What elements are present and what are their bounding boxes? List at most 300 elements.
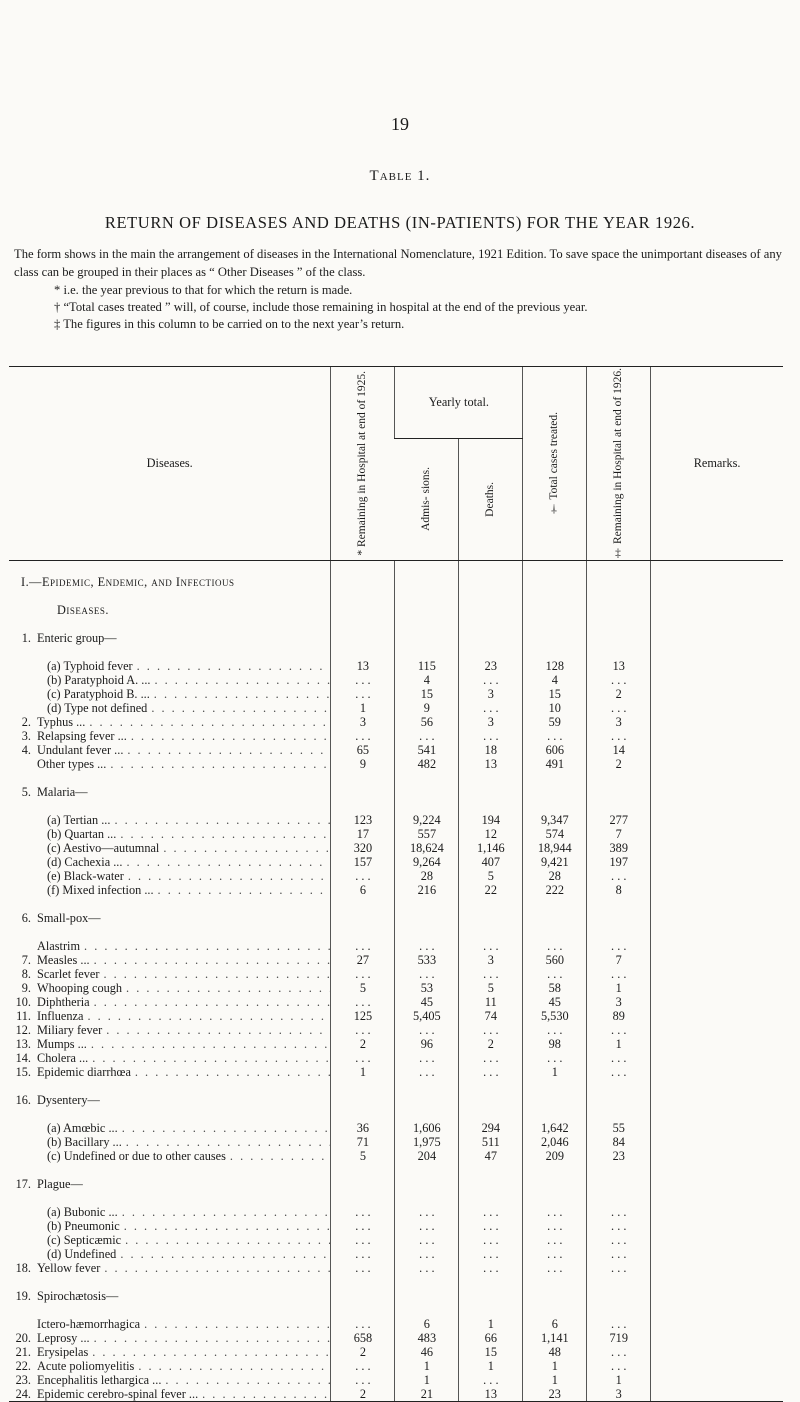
disease-name-cell [9,827,331,841]
remarks-cell [651,897,783,911]
section-heading: I.—Epidemic, Endemic, and Infectious [21,574,235,589]
table-row [9,855,783,869]
deaths-cell: 12 [459,827,523,841]
remarks-cell [651,939,783,953]
remarks-cell [651,1149,783,1163]
admissions-cell [395,645,459,659]
disease-name-cell [9,1177,331,1191]
disease-name-cell [9,1051,331,1065]
total-treated-cell: . . . [523,1247,587,1261]
deaths-cell [459,1191,523,1205]
admissions-cell [395,1107,459,1121]
admissions-cell [395,1275,459,1289]
admissions-cell: 46 [395,1345,459,1359]
remarks-cell [651,1191,783,1205]
spacer-row [9,925,783,939]
leader-dots [134,1359,330,1373]
remarks-cell [651,995,783,1009]
total-treated-cell [523,1289,587,1303]
table-row [9,1023,783,1037]
remaining-prev-cell: 1 [331,1065,395,1079]
deaths-cell: 74 [459,1009,523,1023]
remarks-cell [651,1247,783,1261]
remaining-prev-cell [331,925,395,939]
remarks-cell [651,869,783,883]
deaths-cell [459,925,523,939]
disease-name-cell [9,1079,331,1093]
row-number: 10. [15,994,31,1009]
admissions-cell: . . . [395,1065,459,1079]
remaining-prev-cell: . . . [331,1261,395,1275]
table-row [9,841,783,855]
disease-name-cell [9,771,331,785]
disease-label: Scarlet fever [37,966,100,981]
remarks-cell [651,1219,783,1233]
row-number: 14. [15,1050,31,1065]
disease-name-cell [9,1303,331,1317]
deaths-cell: . . . [459,1261,523,1275]
remarks-cell [651,813,783,827]
row-number [9,1149,37,1163]
disease-label: Measles ... [37,952,90,967]
admissions-cell: 56 [395,715,459,729]
remaining-prev-cell: 13 [331,659,395,673]
footnote-dagger: † “Total cases treated ” will, of course, include those remaining in hospital at the end of the previous year. [54,300,588,314]
row-number: 17. [15,1176,31,1191]
deaths-cell: 3 [459,953,523,967]
remarks-cell [651,715,783,729]
disease-label: (b) Quartan ... [47,826,117,841]
disease-name-cell [9,757,331,771]
remaining-end-cell: 84 [587,1135,651,1149]
deaths-cell [459,1177,523,1191]
admissions-cell: 28 [395,869,459,883]
admissions-cell: 216 [395,883,459,897]
leader-dots [121,1233,330,1247]
remarks-cell [651,1177,783,1191]
disease-name-cell [9,701,331,715]
remaining-end-cell: . . . [587,701,651,715]
admissions-cell: 1,606 [395,1121,459,1135]
table-row [9,1219,783,1233]
row-number: 21. [15,1344,31,1359]
remarks-cell [651,1289,783,1303]
total-treated-cell: . . . [523,939,587,953]
leader-dots [140,1317,330,1331]
remaining-end-cell: 7 [587,953,651,967]
remarks-cell [651,981,783,995]
disease-name-cell [9,603,331,617]
remaining-end-cell: . . . [587,1317,651,1331]
disease-name-cell [9,560,331,575]
table-row [9,869,783,883]
remaining-end-cell: 8 [587,883,651,897]
remaining-end-cell: 14 [587,743,651,757]
page-title: RETURN OF DISEASES AND DEATHS (IN-PATIENTS) FOR THE YEAR 1926. [104,213,696,232]
header-remaining-end: ‡ Remaining in Hospital at end of 1926. [587,367,651,561]
disease-name-cell [9,659,331,673]
admissions-cell: 18,624 [395,841,459,855]
remaining-end-cell [587,1275,651,1289]
deaths-cell: . . . [459,1065,523,1079]
row-number [9,1219,37,1233]
row-number [9,841,37,855]
disease-label: Epidemic cerebro-spinal fever ... [37,1386,199,1401]
deaths-cell: . . . [459,939,523,953]
section-heading-cont: Diseases. [57,602,109,617]
remaining-end-cell [587,645,651,659]
remaining-end-cell [587,1163,651,1177]
deaths-cell [459,560,523,575]
remaining-prev-cell: 9 [331,757,395,771]
deaths-cell: 11 [459,995,523,1009]
table-row [9,911,783,925]
remaining-prev-cell: 125 [331,1009,395,1023]
admissions-cell: 1 [395,1359,459,1373]
total-treated-cell [523,911,587,925]
total-treated-cell [523,1177,587,1191]
disease-label: Diphtheria [37,994,90,1009]
disease-label: Small-pox— [37,910,101,925]
remarks-cell [651,1065,783,1079]
admissions-cell: 1,975 [395,1135,459,1149]
remaining-end-cell: 1 [587,1037,651,1051]
remaining-end-cell [587,799,651,813]
remaining-prev-cell [331,785,395,799]
table-label: Table 1. [369,168,431,184]
disease-label: (c) Paratyphoid B. ... [47,686,150,701]
spacer-row [9,617,783,631]
table-row [9,1317,783,1331]
admissions-cell: 557 [395,827,459,841]
disease-label: (e) Black-water [47,868,124,883]
remarks-cell [651,1303,783,1317]
total-treated-cell: 9,347 [523,813,587,827]
disease-name-cell [9,911,331,925]
admissions-cell: 5,405 [395,1009,459,1023]
remaining-prev-cell: . . . [331,967,395,981]
remaining-prev-cell [331,911,395,925]
admissions-cell: 482 [395,757,459,771]
deaths-cell [459,1079,523,1093]
remarks-cell [651,673,783,687]
header-total-treated: † Total cases treated. [523,367,587,561]
total-treated-cell [523,645,587,659]
row-number: 22. [15,1358,31,1373]
table-row [9,813,783,827]
admissions-cell: 533 [395,953,459,967]
admissions-cell: . . . [395,967,459,981]
table-row [9,785,783,799]
disease-name-cell [9,1331,331,1345]
remaining-prev-cell: . . . [331,1219,395,1233]
admissions-cell: . . . [395,1261,459,1275]
table-row [9,995,783,1009]
remarks-cell [651,799,783,813]
remarks-cell [651,1135,783,1149]
disease-name-cell [9,1135,331,1149]
deaths-cell: 3 [459,687,523,701]
leader-dots [110,813,330,827]
remaining-end-cell: 2 [587,687,651,701]
row-number [9,855,37,869]
disease-label: Yellow fever [37,1260,101,1275]
total-treated-cell: 1 [523,1359,587,1373]
disease-name-cell [9,897,331,911]
table-row [9,1359,783,1373]
row-number: 8. [21,966,31,981]
admissions-cell: . . . [395,1247,459,1261]
disease-label: Leprosy ... [37,1330,90,1345]
remaining-prev-cell: . . . [331,1317,395,1331]
remaining-prev-cell [331,1303,395,1317]
remaining-prev-cell: 27 [331,953,395,967]
table-row [9,1387,783,1402]
remarks-cell [651,589,783,603]
disease-name-cell [9,1359,331,1373]
remaining-prev-cell [331,1163,395,1177]
deaths-cell: . . . [459,673,523,687]
total-treated-cell [523,1079,587,1093]
row-number [9,1247,37,1261]
spacer-row [9,1163,783,1177]
remaining-prev-cell [331,560,395,575]
total-treated-cell [523,1191,587,1205]
remaining-prev-cell [331,645,395,659]
row-number: 12. [15,1022,31,1037]
admissions-cell [395,785,459,799]
leader-dots [118,1121,331,1135]
row-number: 9. [21,980,31,995]
admissions-cell: . . . [395,1023,459,1037]
table-row [9,1051,783,1065]
row-number: 7. [21,952,31,967]
total-treated-cell: 1,642 [523,1121,587,1135]
spacer-row [9,1303,783,1317]
remarks-cell [651,1233,783,1247]
remarks-cell [651,575,783,589]
row-number: 11. [16,1008,31,1023]
admissions-cell: 21 [395,1387,459,1402]
disease-name-cell [9,925,331,939]
remarks-cell [651,771,783,785]
disease-label: Spirochætosis— [37,1288,119,1303]
admissions-cell [395,1093,459,1107]
disease-label: (c) Aestivo—autumnal [47,840,160,855]
admissions-cell [395,911,459,925]
spacer-row [9,1191,783,1205]
remaining-end-cell: . . . [587,1359,651,1373]
deaths-cell: . . . [459,1373,523,1387]
admissions-cell: 541 [395,743,459,757]
disease-name-cell [9,617,331,631]
row-number: 1. [21,630,31,645]
row-number [9,1233,37,1247]
spacer-row [9,560,783,575]
leader-dots [151,673,331,687]
remaining-prev-cell: 36 [331,1121,395,1135]
disease-label: Encephalitis lethargica ... [37,1372,162,1387]
deaths-cell: 18 [459,743,523,757]
disease-name-cell [9,1149,331,1163]
deaths-cell [459,617,523,631]
total-treated-cell: 1 [523,1065,587,1079]
row-number [9,813,37,827]
remarks-cell [651,827,783,841]
row-number [9,1317,37,1331]
remarks-cell [651,603,783,617]
remaining-end-cell: 1 [587,981,651,995]
disease-name-cell [9,1233,331,1247]
admissions-cell: . . . [395,1205,459,1219]
total-treated-cell: 59 [523,715,587,729]
table-row [9,659,783,673]
footnote-double-dagger: ‡ The figures in this column to be carried on to the next year’s return. [54,317,405,331]
deaths-cell [459,785,523,799]
total-treated-cell: . . . [523,729,587,743]
remaining-end-cell: 3 [587,1387,651,1402]
remaining-end-cell: . . . [587,939,651,953]
disease-name-cell [9,673,331,687]
total-treated-cell: 1 [523,1373,587,1387]
leader-dots [159,841,330,855]
disease-label: (b) Bacillary ... [47,1134,122,1149]
row-number [9,673,37,687]
leader-dots [87,1037,331,1051]
row-number [9,1205,37,1219]
disease-name-cell [9,1023,331,1037]
disease-label: Whooping cough [37,980,123,995]
leader-dots [102,1023,330,1037]
remaining-end-cell: 389 [587,841,651,855]
disease-name-cell [9,1219,331,1233]
remaining-prev-cell: . . . [331,1359,395,1373]
leader-dots [120,1219,331,1233]
disease-name-cell [9,995,331,1009]
header-admissions: Admis- sions. [395,438,459,560]
remaining-end-cell [587,925,651,939]
row-number: 19. [15,1288,31,1303]
table-row [9,967,783,981]
deaths-cell: 2 [459,1037,523,1051]
row-number: 18. [15,1260,31,1275]
disease-name-cell [9,1387,331,1402]
remarks-cell [651,1037,783,1051]
table-row [9,701,783,715]
total-treated-cell: 28 [523,869,587,883]
remaining-end-cell [587,911,651,925]
remarks-cell [651,1093,783,1107]
disease-name-cell [9,953,331,967]
total-treated-cell: 491 [523,757,587,771]
remaining-prev-cell [331,897,395,911]
remaining-prev-cell [331,771,395,785]
remaining-end-cell: 13 [587,659,651,673]
row-number: 13. [15,1036,31,1051]
table-row [9,1009,783,1023]
remarks-cell [651,1359,783,1373]
disease-label: Epidemic diarrhœa [37,1064,131,1079]
row-number [9,827,37,841]
deaths-cell: 1 [459,1317,523,1331]
deaths-cell: 1 [459,1359,523,1373]
remarks-cell [651,1121,783,1135]
disease-label: (c) Septicæmic [47,1232,122,1247]
disease-label: Typhus ... [37,714,86,729]
remarks-cell [651,1317,783,1331]
total-treated-cell: . . . [523,1219,587,1233]
total-treated-cell: 2,046 [523,1135,587,1149]
admissions-cell: 9 [395,701,459,715]
remaining-end-cell: . . . [587,1233,651,1247]
disease-name-cell [9,729,331,743]
disease-name-cell [9,1289,331,1303]
leader-dots [122,1135,331,1149]
deaths-cell: . . . [459,1051,523,1065]
disease-label: Erysipelas [37,1344,89,1359]
admissions-cell [395,603,459,617]
deaths-cell: . . . [459,1219,523,1233]
remarks-cell [651,631,783,645]
table-row [9,1233,783,1247]
remaining-end-cell: . . . [587,1051,651,1065]
disease-name-cell [9,939,331,953]
deaths-cell [459,1289,523,1303]
disease-label: (c) Undefined or due to other causes [47,1148,226,1163]
remaining-prev-cell [331,1107,395,1121]
admissions-cell: 53 [395,981,459,995]
remarks-cell [651,841,783,855]
admissions-cell [395,771,459,785]
table-row [9,981,783,995]
remaining-end-cell: . . . [587,1261,651,1275]
disease-name-cell [9,1163,331,1177]
remaining-prev-cell: 71 [331,1135,395,1149]
total-treated-cell: . . . [523,1233,587,1247]
remarks-cell [651,701,783,715]
remarks-cell [651,1373,783,1387]
total-treated-cell [523,631,587,645]
spacer-row [9,799,783,813]
admissions-cell [395,589,459,603]
deaths-cell: . . . [459,1247,523,1261]
table-row [9,939,783,953]
total-treated-cell [523,617,587,631]
disease-label: Dysentery— [37,1092,100,1107]
remaining-prev-cell: 2 [331,1037,395,1051]
remaining-end-cell: . . . [587,1219,651,1233]
remarks-cell [651,743,783,757]
header-remarks: Remarks. [651,367,783,561]
disease-name-cell [9,1205,331,1219]
deaths-cell: 15 [459,1345,523,1359]
admissions-cell: . . . [395,1051,459,1065]
admissions-cell [395,897,459,911]
disease-name-cell [9,981,331,995]
spacer-row [9,589,783,603]
admissions-cell: 96 [395,1037,459,1051]
row-number: 23. [15,1372,31,1387]
disease-name-cell [9,883,331,897]
table-row [9,715,783,729]
disease-label: Undulant fever ... [37,742,124,757]
disease-name-cell [9,1247,331,1261]
diseases-table [9,366,783,1402]
leader-dots [100,1261,330,1275]
table-row [9,827,783,841]
leader-dots [122,855,330,869]
remaining-end-cell: 719 [587,1331,651,1345]
